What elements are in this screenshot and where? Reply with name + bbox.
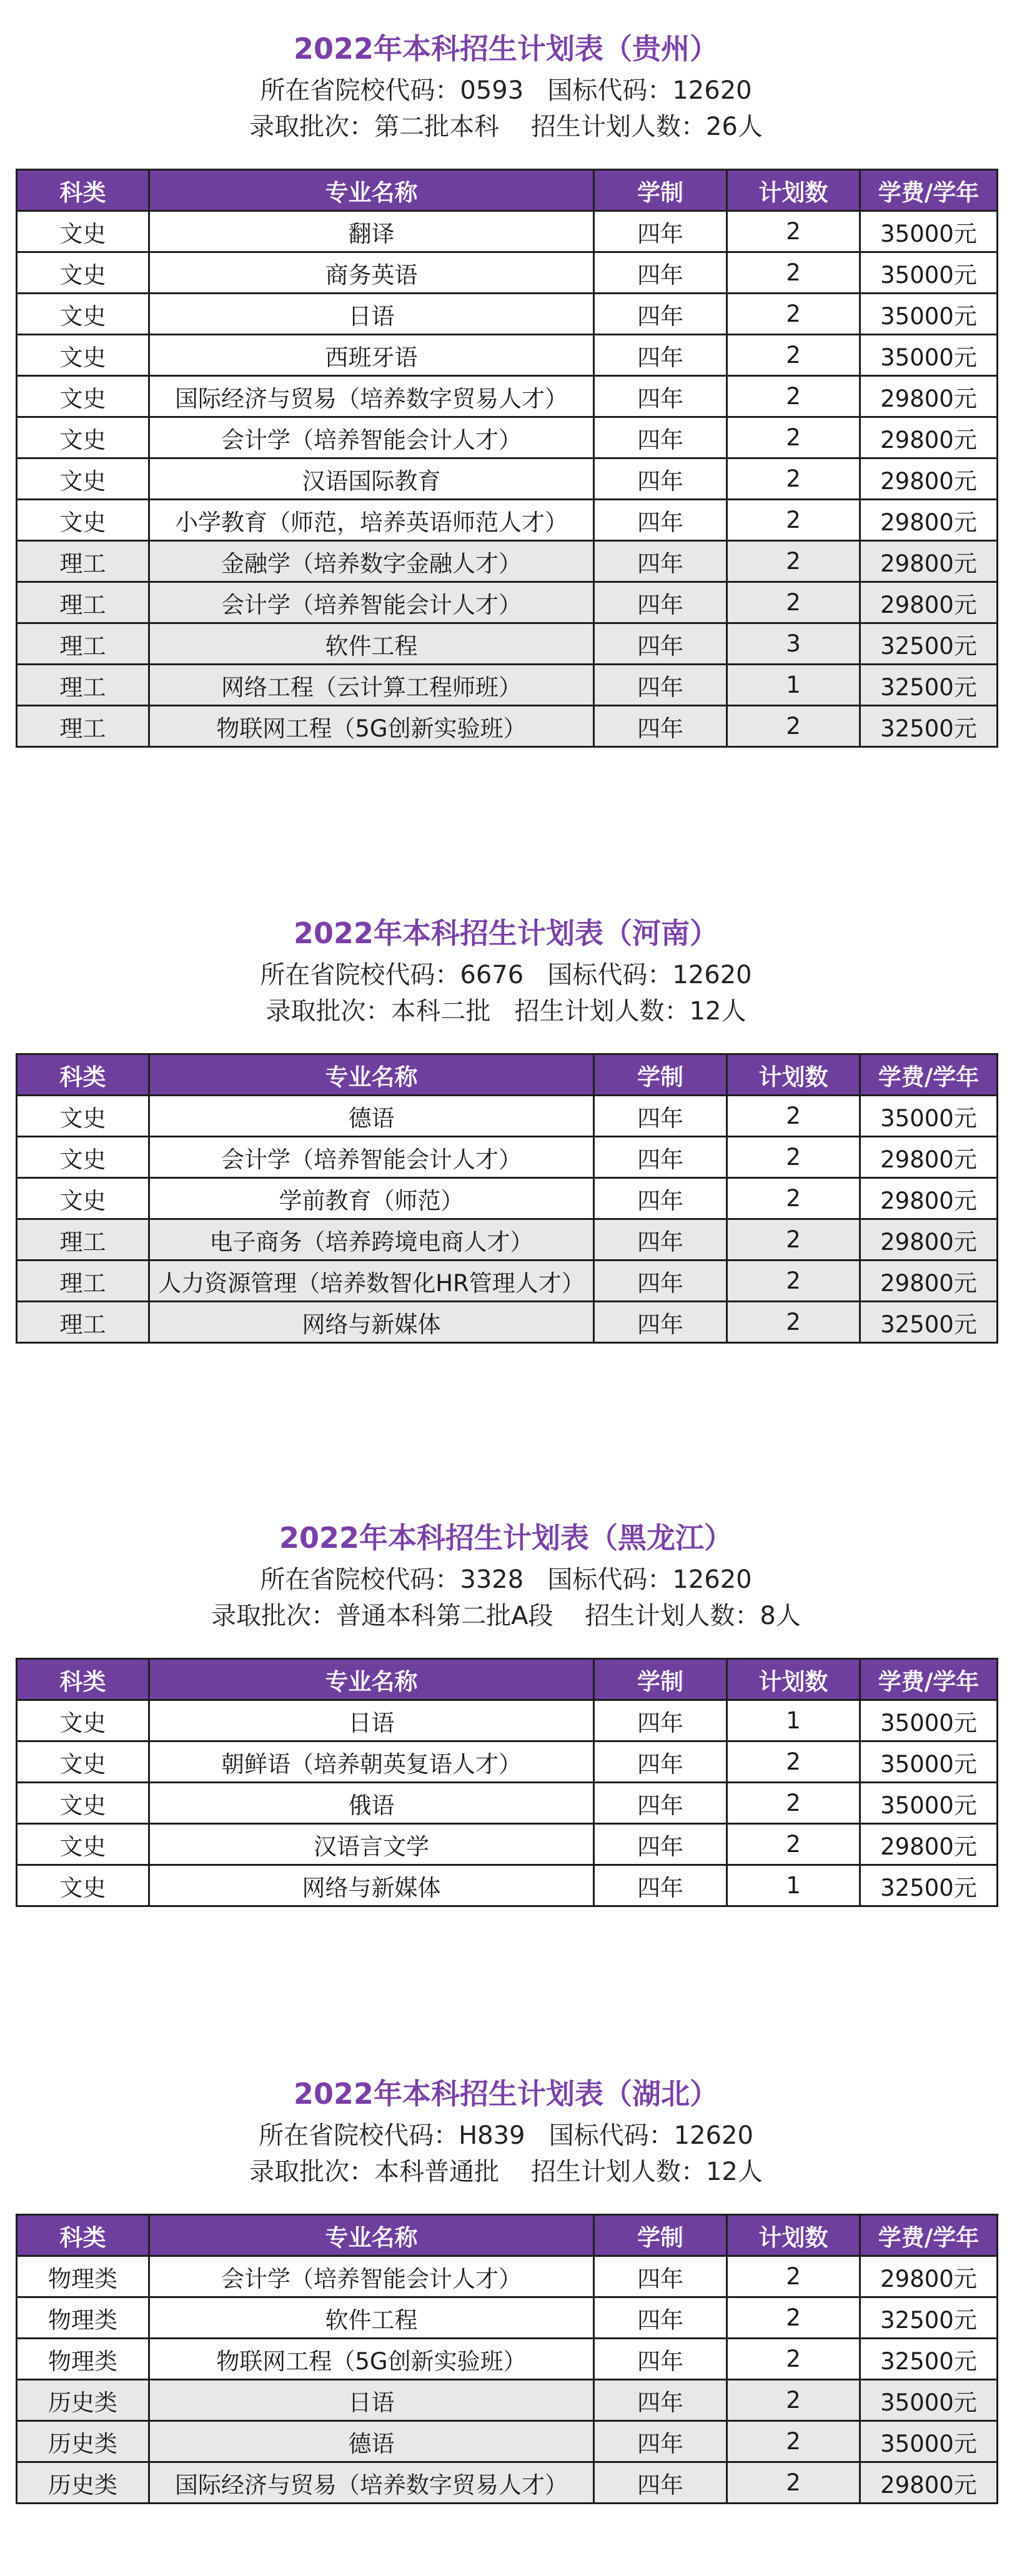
cell-count: 2 [727, 335, 860, 376]
cell-count: 1 [727, 1700, 860, 1741]
table-row [17, 1865, 998, 1906]
cell-count: 2 [727, 2339, 860, 2380]
plan-table [16, 169, 998, 748]
cell-duration: 四年 [594, 252, 727, 294]
header-count: 计划数 [727, 1659, 860, 1700]
cell-count: 2 [727, 706, 860, 747]
cell-duration: 四年 [594, 1219, 727, 1261]
cell-count: 2 [727, 2462, 860, 2504]
table-row [17, 1178, 998, 1219]
cell-fee: 35000元 [860, 1096, 998, 1137]
cell-category: 文史 [17, 1096, 149, 1137]
cell-duration: 四年 [594, 541, 727, 582]
cell-category: 文史 [17, 1137, 149, 1178]
plan-section-hubei [0, 2075, 1012, 2499]
cell-category: 文史 [17, 458, 149, 500]
section-info-batch: 录取批次：普通本科第二批A段 招生计划人数：8人 [211, 1602, 801, 1630]
table-row [17, 1824, 998, 1865]
section-info-batch: 录取批次：本科普通批 招生计划人数：12人 [249, 2157, 763, 2186]
section-info-codes: 所在省院校代码：6676 国标代码：12620 [260, 961, 752, 989]
cell-category: 理工 [17, 582, 149, 623]
table-row [17, 2297, 998, 2339]
table-row [17, 623, 998, 665]
cell-fee: 29800元 [860, 1137, 998, 1178]
table-header-row [17, 2215, 998, 2256]
cell-category: 物理类 [17, 2297, 149, 2339]
header-category: 科类 [17, 2215, 149, 2256]
table-row [17, 2256, 998, 2297]
cell-count: 1 [727, 665, 860, 706]
cell-category: 历史类 [17, 2462, 149, 2504]
header-duration: 学制 [594, 2215, 727, 2256]
cell-duration: 四年 [594, 1178, 727, 1219]
cell-duration: 四年 [594, 211, 727, 252]
cell-duration: 四年 [594, 1302, 727, 1343]
table-row [17, 2339, 998, 2380]
cell-major: 软件工程 [149, 623, 594, 665]
cell-category: 物理类 [17, 2339, 149, 2380]
cell-major: 商务英语 [149, 252, 594, 294]
cell-major: 金融学（培养数字金融人才） [149, 541, 594, 582]
cell-major: 物联网工程（5G创新实验班） [149, 706, 594, 747]
cell-major: 汉语言文学 [149, 1824, 594, 1865]
table-row [17, 500, 998, 541]
cell-category: 理工 [17, 1219, 149, 1261]
cell-fee: 32500元 [860, 2339, 998, 2380]
cell-count: 2 [727, 1824, 860, 1865]
table-row [17, 1302, 998, 1343]
cell-duration: 四年 [594, 1783, 727, 1824]
table-row [17, 335, 998, 376]
cell-major: 德语 [149, 1096, 594, 1137]
cell-count: 2 [727, 1219, 860, 1261]
cell-fee: 32500元 [860, 2297, 998, 2339]
header-major: 专业名称 [149, 1659, 594, 1700]
cell-duration: 四年 [594, 1261, 727, 1302]
table-row [17, 1137, 998, 1178]
cell-fee: 35000元 [860, 1783, 998, 1824]
header-duration: 学制 [594, 1054, 727, 1096]
table-row [17, 294, 998, 335]
cell-duration: 四年 [594, 2339, 727, 2380]
cell-fee: 32500元 [860, 1302, 998, 1343]
cell-duration: 四年 [594, 2380, 727, 2421]
plan-section-heilongjiang [0, 1519, 1012, 1901]
cell-duration: 四年 [594, 335, 727, 376]
header-fee: 学费/学年 [860, 1054, 998, 1096]
cell-fee: 29800元 [860, 1824, 998, 1865]
header-duration: 学制 [594, 170, 727, 211]
table-row [17, 541, 998, 582]
cell-fee: 35000元 [860, 2380, 998, 2421]
table-row [17, 665, 998, 706]
cell-major: 会计学（培养智能会计人才） [149, 1137, 594, 1178]
cell-duration: 四年 [594, 1865, 727, 1906]
cell-fee: 35000元 [860, 1700, 998, 1741]
cell-count: 2 [727, 1261, 860, 1302]
table-row [17, 706, 998, 747]
cell-category: 物理类 [17, 2256, 149, 2297]
cell-count: 2 [727, 582, 860, 623]
cell-duration: 四年 [594, 665, 727, 706]
cell-fee: 35000元 [860, 211, 998, 252]
table-row [17, 211, 998, 252]
cell-major: 物联网工程（5G创新实验班） [149, 2339, 594, 2380]
cell-category: 文史 [17, 1700, 149, 1741]
section-title: 2022年本科招生计划表（湖北） [293, 2077, 719, 2111]
cell-major: 日语 [149, 1700, 594, 1741]
cell-fee: 32500元 [860, 1865, 998, 1906]
cell-fee: 29800元 [860, 458, 998, 500]
cell-duration: 四年 [594, 706, 727, 747]
cell-major: 俄语 [149, 1783, 594, 1824]
cell-category: 理工 [17, 541, 149, 582]
cell-category: 理工 [17, 1261, 149, 1302]
cell-fee: 35000元 [860, 252, 998, 294]
table-row [17, 2462, 998, 2504]
table-row [17, 1783, 998, 1824]
table-row [17, 1261, 998, 1302]
cell-major: 朝鲜语（培养朝英复语人才） [149, 1741, 594, 1783]
plan-table [16, 1658, 998, 1907]
cell-count: 2 [727, 541, 860, 582]
section-info-codes: 所在省院校代码：3328 国标代码：12620 [260, 1565, 752, 1594]
cell-major: 翻译 [149, 211, 594, 252]
cell-major: 学前教育（师范） [149, 1178, 594, 1219]
cell-category: 文史 [17, 1824, 149, 1865]
cell-fee: 35000元 [860, 335, 998, 376]
cell-count: 2 [727, 252, 860, 294]
cell-category: 文史 [17, 1741, 149, 1783]
cell-major: 电子商务（培养跨境电商人才） [149, 1219, 594, 1261]
cell-category: 文史 [17, 211, 149, 252]
cell-fee: 29800元 [860, 500, 998, 541]
cell-duration: 四年 [594, 2297, 727, 2339]
cell-fee: 29800元 [860, 582, 998, 623]
header-count: 计划数 [727, 1054, 860, 1096]
cell-major: 日语 [149, 294, 594, 335]
cell-count: 2 [727, 2256, 860, 2297]
cell-category: 历史类 [17, 2421, 149, 2462]
cell-category: 文史 [17, 252, 149, 294]
section-title: 2022年本科招生计划表（黑龙江） [279, 1521, 733, 1555]
cell-count: 2 [727, 294, 860, 335]
cell-count: 3 [727, 623, 860, 665]
header-major: 专业名称 [149, 170, 594, 211]
cell-count: 2 [727, 2297, 860, 2339]
cell-duration: 四年 [594, 500, 727, 541]
header-major: 专业名称 [149, 1054, 594, 1096]
header-duration: 学制 [594, 1659, 727, 1700]
header-fee: 学费/学年 [860, 2215, 998, 2256]
cell-duration: 四年 [594, 294, 727, 335]
header-category: 科类 [17, 1054, 149, 1096]
cell-fee: 35000元 [860, 294, 998, 335]
cell-fee: 35000元 [860, 2421, 998, 2462]
cell-category: 文史 [17, 1178, 149, 1219]
cell-major: 人力资源管理（培养数智化HR管理人才） [149, 1261, 594, 1302]
cell-fee: 29800元 [860, 1261, 998, 1302]
cell-category: 理工 [17, 1302, 149, 1343]
cell-fee: 29800元 [860, 2462, 998, 2504]
cell-major: 网络与新媒体 [149, 1865, 594, 1906]
cell-count: 2 [727, 1178, 860, 1219]
section-title: 2022年本科招生计划表（贵州） [293, 32, 719, 66]
cell-fee: 29800元 [860, 1219, 998, 1261]
cell-major: 西班牙语 [149, 335, 594, 376]
cell-duration: 四年 [594, 417, 727, 458]
plan-section-henan [0, 914, 1012, 1338]
cell-category: 文史 [17, 1783, 149, 1824]
plan-section-guizhou [0, 30, 1012, 742]
section-info-codes: 所在省院校代码：0593 国标代码：12620 [260, 76, 752, 105]
cell-category: 文史 [17, 376, 149, 417]
cell-category: 文史 [17, 500, 149, 541]
cell-category: 文史 [17, 1865, 149, 1906]
table-row [17, 252, 998, 294]
cell-count: 2 [727, 1741, 860, 1783]
cell-fee: 29800元 [860, 541, 998, 582]
cell-count: 2 [727, 458, 860, 500]
cell-count: 2 [727, 417, 860, 458]
plan-table [16, 2214, 998, 2504]
cell-count: 2 [727, 1783, 860, 1824]
table-row [17, 458, 998, 500]
cell-duration: 四年 [594, 582, 727, 623]
cell-fee: 29800元 [860, 1178, 998, 1219]
table-row [17, 2421, 998, 2462]
table-row [17, 1219, 998, 1261]
header-major: 专业名称 [149, 2215, 594, 2256]
cell-count: 2 [727, 211, 860, 252]
cell-duration: 四年 [594, 1700, 727, 1741]
cell-fee: 32500元 [860, 623, 998, 665]
cell-count: 2 [727, 1137, 860, 1178]
cell-duration: 四年 [594, 1741, 727, 1783]
cell-fee: 32500元 [860, 706, 998, 747]
cell-category: 理工 [17, 665, 149, 706]
cell-major: 会计学（培养智能会计人才） [149, 582, 594, 623]
cell-duration: 四年 [594, 1137, 727, 1178]
cell-major: 小学教育（师范，培养英语师范人才） [149, 500, 594, 541]
plan-table [16, 1053, 998, 1344]
table-row [17, 1096, 998, 1137]
table-row [17, 2380, 998, 2421]
cell-count: 2 [727, 2380, 860, 2421]
header-fee: 学费/学年 [860, 170, 998, 211]
cell-duration: 四年 [594, 2421, 727, 2462]
table-row [17, 1700, 998, 1741]
cell-major: 汉语国际教育 [149, 458, 594, 500]
cell-major: 国际经济与贸易（培养数字贸易人才） [149, 376, 594, 417]
header-category: 科类 [17, 170, 149, 211]
cell-major: 软件工程 [149, 2297, 594, 2339]
cell-duration: 四年 [594, 1096, 727, 1137]
cell-duration: 四年 [594, 376, 727, 417]
table-row [17, 582, 998, 623]
cell-fee: 32500元 [860, 665, 998, 706]
cell-duration: 四年 [594, 2256, 727, 2297]
cell-major: 国际经济与贸易（培养数字贸易人才） [149, 2462, 594, 2504]
cell-count: 2 [727, 1096, 860, 1137]
section-info-batch: 录取批次：本科二批 招生计划人数：12人 [265, 997, 747, 1026]
cell-duration: 四年 [594, 2462, 727, 2504]
cell-category: 文史 [17, 294, 149, 335]
section-info-codes: 所在省院校代码：H839 国标代码：12620 [259, 2121, 753, 2150]
header-count: 计划数 [727, 170, 860, 211]
table-row [17, 417, 998, 458]
table-row [17, 1741, 998, 1783]
section-title: 2022年本科招生计划表（河南） [293, 916, 719, 950]
header-category: 科类 [17, 1659, 149, 1700]
header-fee: 学费/学年 [860, 1659, 998, 1700]
table-header-row [17, 1054, 998, 1096]
cell-fee: 29800元 [860, 417, 998, 458]
cell-fee: 29800元 [860, 376, 998, 417]
cell-major: 日语 [149, 2380, 594, 2421]
cell-category: 文史 [17, 417, 149, 458]
cell-category: 理工 [17, 623, 149, 665]
table-header-row [17, 1659, 998, 1700]
table-header-row [17, 170, 998, 211]
cell-major: 会计学（培养智能会计人才） [149, 2256, 594, 2297]
cell-fee: 35000元 [860, 1741, 998, 1783]
cell-category: 历史类 [17, 2380, 149, 2421]
cell-count: 2 [727, 500, 860, 541]
cell-duration: 四年 [594, 458, 727, 500]
cell-major: 网络工程（云计算工程师班） [149, 665, 594, 706]
cell-count: 2 [727, 2421, 860, 2462]
section-info-batch: 录取批次：第二批本科 招生计划人数：26人 [249, 112, 763, 141]
cell-major: 德语 [149, 2421, 594, 2462]
header-count: 计划数 [727, 2215, 860, 2256]
cell-count: 2 [727, 376, 860, 417]
cell-duration: 四年 [594, 623, 727, 665]
cell-major: 网络与新媒体 [149, 1302, 594, 1343]
cell-count: 2 [727, 1302, 860, 1343]
cell-count: 1 [727, 1865, 860, 1906]
cell-category: 文史 [17, 335, 149, 376]
cell-major: 会计学（培养智能会计人才） [149, 417, 594, 458]
cell-fee: 29800元 [860, 2256, 998, 2297]
table-row [17, 376, 998, 417]
cell-duration: 四年 [594, 1824, 727, 1865]
cell-category: 理工 [17, 706, 149, 747]
